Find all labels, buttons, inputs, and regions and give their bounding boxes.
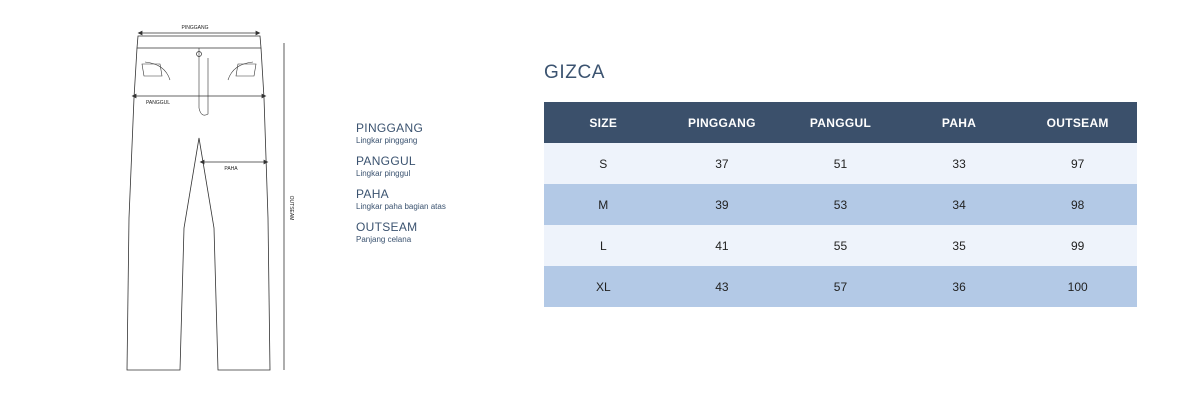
table-cell: L	[544, 225, 663, 266]
table-cell: 51	[781, 143, 900, 184]
table-cell: XL	[544, 266, 663, 307]
legend-item-outseam	[356, 220, 516, 245]
thigh-label: PAHA	[224, 166, 238, 172]
legend-desc: Panjang celana	[356, 235, 412, 244]
right-pocket-curve	[228, 62, 253, 80]
table-row	[544, 225, 1137, 266]
table-cell: S	[544, 143, 663, 184]
left-pocket-curve	[145, 62, 170, 80]
outseam-label: OUTSEAM	[288, 195, 294, 221]
table-row	[544, 184, 1137, 225]
legend-title: OUTSEAM	[356, 220, 418, 234]
table-cell: 99	[1018, 225, 1137, 266]
legend-desc: Lingkar pinggul	[356, 169, 411, 178]
table-cell: 43	[663, 266, 782, 307]
header-hip: PANGGUL	[781, 102, 900, 143]
waist-label: PINGGANG	[181, 25, 209, 31]
hip-label: PANGGUL	[145, 100, 171, 106]
legend-title: PANGGUL	[356, 154, 416, 168]
header-waist: PINGGANG	[663, 102, 782, 143]
table-cell: M	[544, 184, 663, 225]
legend-title: PINGGANG	[356, 121, 424, 135]
table-cell: 97	[1018, 143, 1137, 184]
measurement-legend	[356, 121, 516, 253]
table-row	[544, 143, 1137, 184]
table-row	[544, 266, 1137, 307]
table-cell: 36	[900, 266, 1019, 307]
legend-desc: Lingkar pinggang	[356, 136, 418, 145]
legend-item-waist	[356, 121, 516, 146]
legend-item-hip	[356, 154, 516, 179]
table-cell: 39	[663, 184, 782, 225]
table-cell: 57	[781, 266, 900, 307]
size-chart-table	[544, 102, 1137, 307]
legend-item-thigh	[356, 187, 516, 212]
table-header-row	[544, 102, 1137, 143]
table-cell: 33	[900, 143, 1019, 184]
fly	[199, 48, 208, 115]
table-cell: 37	[663, 143, 782, 184]
brand-title: GIZCA	[544, 62, 606, 83]
pants-illustration	[120, 18, 300, 378]
pants-measurement-diagram	[120, 18, 300, 378]
header-outseam: OUTSEAM	[1018, 102, 1137, 143]
table-cell: 34	[900, 184, 1019, 225]
legend-desc: Lingkar paha bagian atas	[356, 202, 446, 211]
legend-title: PAHA	[356, 187, 389, 201]
table-cell: 55	[781, 225, 900, 266]
header-size: SIZE	[544, 102, 663, 143]
table-cell: 53	[781, 184, 900, 225]
table-cell: 100	[1018, 266, 1137, 307]
waistband	[137, 36, 261, 48]
header-thigh: PAHA	[900, 102, 1019, 143]
table-cell: 41	[663, 225, 782, 266]
table-cell: 98	[1018, 184, 1137, 225]
table-cell: 35	[900, 225, 1019, 266]
